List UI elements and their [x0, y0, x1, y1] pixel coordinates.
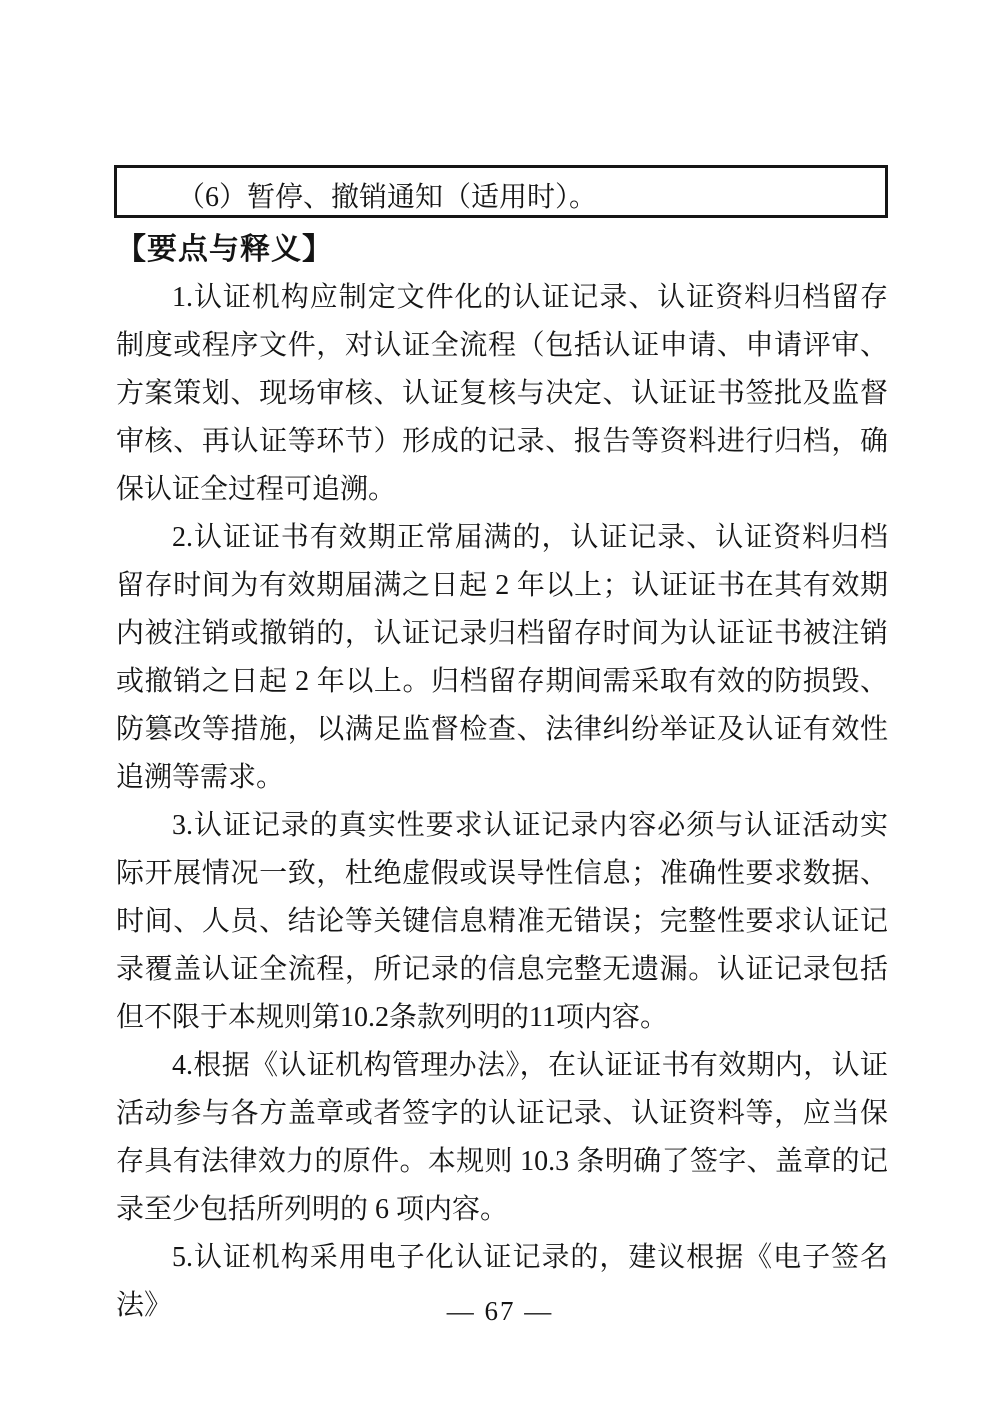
- paragraph: 5.认证机构采用电子化认证记录的，建议根据《电子签名法》: [116, 1242, 888, 1321]
- clause-box-text: （6）暂停、撤销通知（适用时）。: [177, 181, 598, 213]
- section-heading: 【要点与释义】: [116, 233, 333, 266]
- paragraph: 4.根据《认证机构管理办法》，在认证证书有效期内，认证活动参与各方盖章或者签字的认证记录、认证资料等，应当保存具有法律效力的原件。本规则 10.3 条明确了签字、盖章的记录至少包括所列明的 6 项内容。: [116, 1050, 888, 1225]
- paragraph: 1.认证机构应制定文件化的认证记录、认证资料归档留存制度或程序文件，对认证全流程（包括认证申请、申请评审、方案策划、现场审核、认证复核与决定、认证证书签批及监督审核、再认证等环节）形成的记录、报告等资料进行归档，确保认证全过程可追溯。: [116, 282, 888, 505]
- body-paragraphs: [116, 274, 888, 1330]
- clause-box: [114, 165, 888, 218]
- paragraph: 3.认证记录的真实性要求认证记录内容必须与认证活动实际开展情况一致，杜绝虚假或误导性信息；准确性要求数据、时间、人员、结论等关键信息精准无错误；完整性要求认证记录覆盖认证全流程，所记录的信息完整无遗漏。认证记录包括但不限于本规则第10.2条款列明的11项内容。: [116, 810, 888, 1033]
- paragraph: 2.认证证书有效期正常届满的，认证记录、认证资料归档留存时间为有效期届满之日起 2 年以上；认证证书在其有效期内被注销或撤销的，认证记录归档留存时间为认证证书被注销或撤销之日起 2 年以上。归档留存期间需采取有效的防损毁、防篡改等措施，以满足监督检查、法律纠纷举证及认证有效性追溯等需求。: [116, 522, 888, 793]
- page-number: — 67 —: [446, 1296, 554, 1326]
